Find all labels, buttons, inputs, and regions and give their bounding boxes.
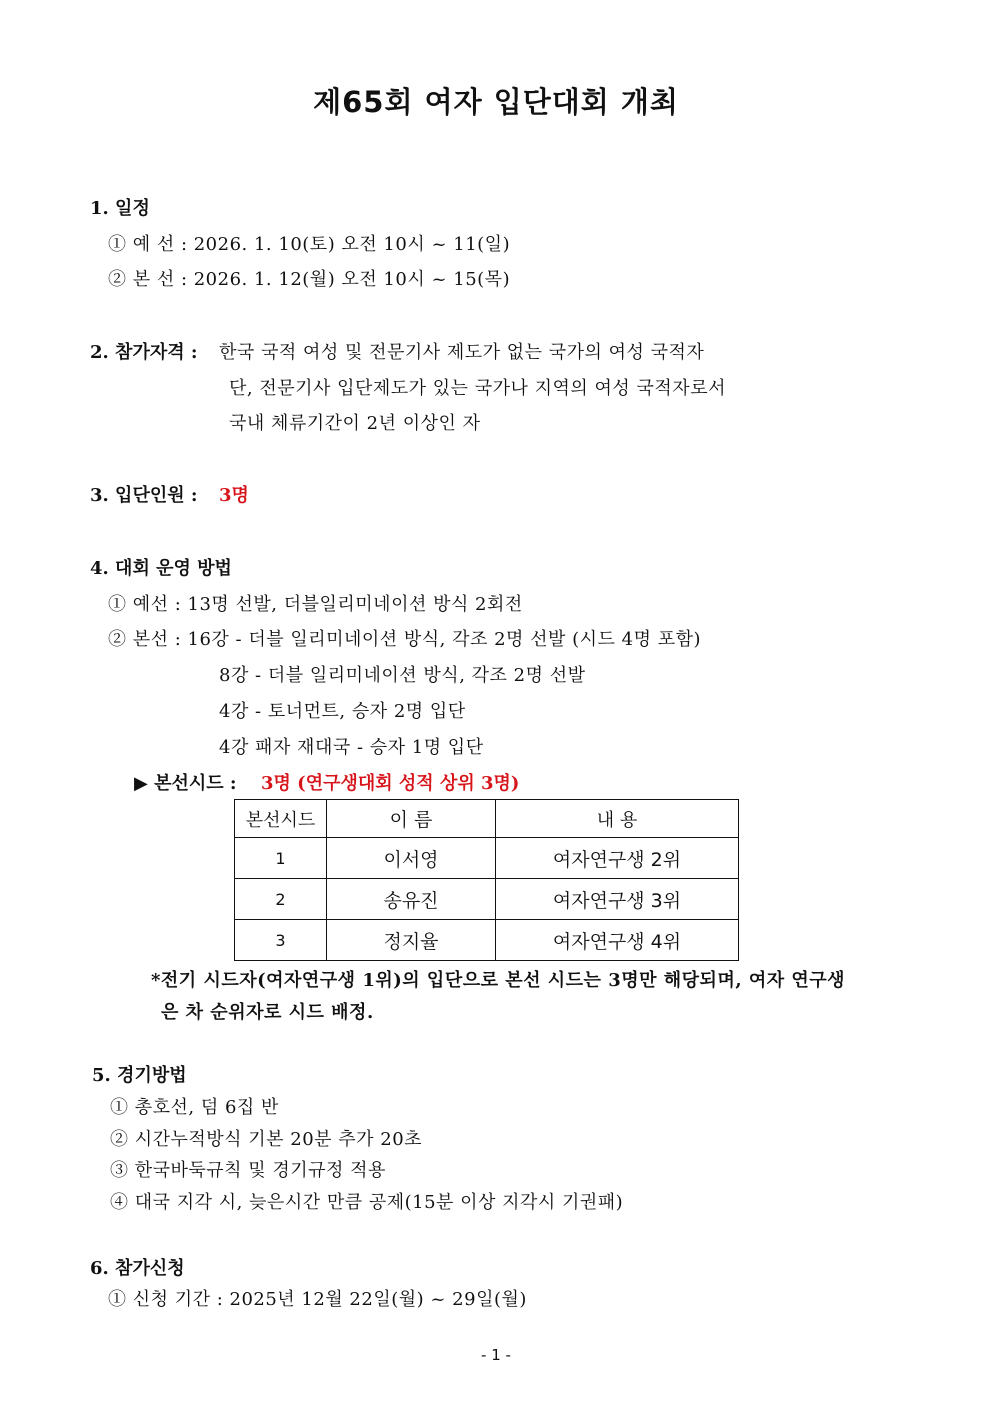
section-4-heading: 4. 대회 운영 방법 — [90, 558, 232, 579]
section-5-heading: 5. 경기방법 — [92, 1065, 187, 1086]
rule-1: ① 총호선, 덤 6집 반 — [110, 1097, 279, 1118]
player-rank: 여자연구생 2위 — [496, 838, 739, 879]
seed-value: 3명 (연구생대회 성적 상위 3명) — [261, 773, 520, 794]
rule-2: ② 시간누적방식 기본 20분 추가 20초 — [110, 1129, 423, 1150]
page-number: - 1 - — [481, 1346, 511, 1364]
seed-number: 1 — [235, 838, 327, 879]
eligibility-line-3: 국내 체류기간이 2년 이상인 자 — [229, 413, 481, 434]
seed-number: 2 — [235, 879, 327, 920]
schedule-main: ② 본 선 : 2026. 1. 12(월) 오전 10시 ~ 15(목) — [108, 269, 511, 290]
seed-note-line-1: *전기 시드자(여자연구생 1위)의 입단으로 본선 시드는 3명만 해당되며, 여자 연구생 — [151, 970, 846, 991]
method-main-16: ② 본선 : 16강 - 더블 일리미네이션 방식, 각조 2명 선발 (시드 4명 포함) — [108, 629, 702, 650]
method-main-4-loser: 4강 패자 재대국 - 승자 1명 입단 — [219, 737, 484, 758]
seed-table-header — [235, 800, 739, 838]
table-row — [235, 838, 739, 879]
seed-number: 3 — [235, 920, 327, 961]
page-title: 제65회 여자 입단대회 개최 — [313, 85, 679, 119]
rule-4: ④ 대국 지각 시, 늦은시간 만큼 공제(15분 이상 지각시 기권패) — [110, 1192, 624, 1213]
player-rank: 여자연구생 4위 — [496, 920, 739, 961]
player-rank: 여자연구생 3위 — [496, 879, 739, 920]
eligibility-line-2: 단, 전문기사 입단제도가 있는 국가나 지역의 여성 국적자로서 — [229, 378, 726, 399]
seed-note-line-2: 은 차 순위자로 시드 배정. — [161, 1002, 374, 1023]
eligibility-line-1: 한국 국적 여성 및 전문기사 제도가 없는 국가의 여성 국적자 — [219, 342, 705, 363]
method-prelim: ① 예선 : 13명 선발, 더블일리미네이션 방식 2회전 — [108, 594, 523, 615]
seed-label: ▶ 본선시드 : — [134, 773, 237, 794]
method-main-4: 4강 - 토너먼트, 승자 2명 입단 — [219, 701, 466, 722]
table-row — [235, 920, 739, 961]
header-seed: 본선시드 — [235, 800, 327, 838]
rule-3: ③ 한국바둑규칙 및 경기규정 적용 — [110, 1160, 386, 1181]
header-name: 이 름 — [327, 800, 496, 838]
application-period: ① 신청 기간 : 2025년 12월 22일(월) ~ 29일(월) — [108, 1289, 527, 1310]
method-main-8: 8강 - 더블 일리미네이션 방식, 각조 2명 선발 — [219, 665, 586, 686]
schedule-prelim: ① 예 선 : 2026. 1. 10(토) 오전 10시 ~ 11(일) — [108, 234, 511, 255]
player-name: 이서영 — [327, 838, 496, 879]
section-3-heading: 3. 입단인원 : — [90, 485, 198, 506]
header-content: 내 용 — [496, 800, 739, 838]
table-row — [235, 879, 739, 920]
section-1-heading: 1. 일정 — [90, 198, 150, 219]
section-6-heading: 6. 참가신청 — [90, 1258, 185, 1279]
seed-table — [234, 799, 739, 961]
player-name: 송유진 — [327, 879, 496, 920]
admission-count: 3명 — [219, 485, 249, 506]
player-name: 정지율 — [327, 920, 496, 961]
section-2-heading: 2. 참가자격 : — [90, 342, 198, 363]
